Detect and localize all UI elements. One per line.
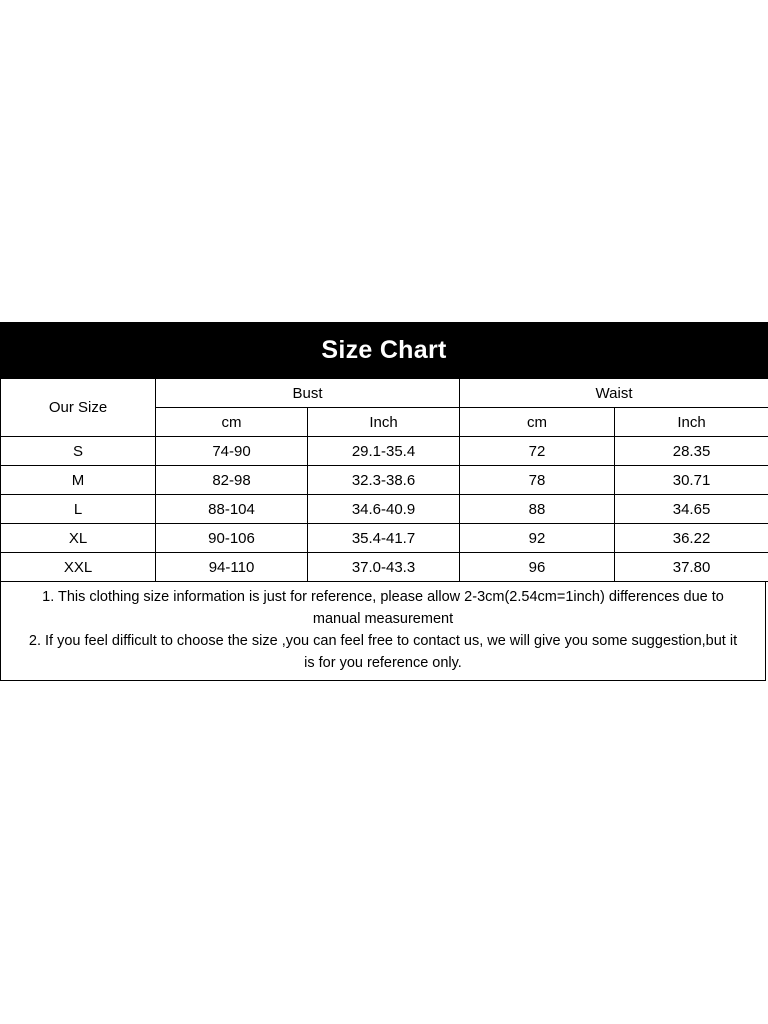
- header-bust-inch: Inch: [308, 408, 460, 437]
- cell-size: XL: [1, 524, 156, 553]
- cell-bust-inch: 37.0-43.3: [308, 553, 460, 582]
- header-waist-inch: Inch: [615, 408, 768, 437]
- table-row: [1, 524, 768, 553]
- cell-waist-cm: 72: [460, 437, 615, 466]
- table-row: [1, 553, 768, 582]
- note-line: manual measurement: [312, 611, 454, 627]
- size-chart: [0, 322, 768, 681]
- header-waist-cm: cm: [460, 408, 615, 437]
- table-row: [1, 466, 768, 495]
- header-bust: Bust: [156, 379, 460, 408]
- cell-waist-inch: 37.80: [615, 553, 768, 582]
- note-line: is for you reference only.: [304, 655, 462, 671]
- cell-waist-inch: 34.65: [615, 495, 768, 524]
- cell-size: XXL: [1, 553, 156, 582]
- cell-size: M: [1, 466, 156, 495]
- cell-bust-inch: 29.1-35.4: [308, 437, 460, 466]
- note-line: 1. This clothing size information is just for reference, please allow 2-3cm(2.54cm=1inch) differences due to: [42, 589, 724, 605]
- cell-waist-inch: 30.71: [615, 466, 768, 495]
- page-title: Size Chart: [0, 322, 768, 378]
- cell-bust-inch: 32.3-38.6: [308, 466, 460, 495]
- header-bust-cm: cm: [156, 408, 308, 437]
- cell-waist-cm: 78: [460, 466, 615, 495]
- cell-bust-inch: 35.4-41.7: [308, 524, 460, 553]
- table-row: [1, 495, 768, 524]
- note-line: 2. If you feel difficult to choose the size ,you can feel free to contact us, we will give you some suggestion,but it: [28, 633, 738, 649]
- cell-size: S: [1, 437, 156, 466]
- cell-waist-inch: 36.22: [615, 524, 768, 553]
- cell-waist-cm: 88: [460, 495, 615, 524]
- cell-waist-cm: 96: [460, 553, 615, 582]
- table-header-row: [1, 379, 768, 408]
- header-waist: Waist: [460, 379, 768, 408]
- cell-bust-cm: 74-90: [156, 437, 308, 466]
- header-our-size: Our Size: [1, 379, 156, 437]
- cell-bust-cm: 94-110: [156, 553, 308, 582]
- cell-bust-cm: 82-98: [156, 466, 308, 495]
- table-row: [1, 437, 768, 466]
- size-chart-notes: [0, 582, 766, 681]
- size-chart-table: [0, 378, 768, 582]
- cell-waist-inch: 28.35: [615, 437, 768, 466]
- cell-size: L: [1, 495, 156, 524]
- cell-waist-cm: 92: [460, 524, 615, 553]
- cell-bust-cm: 90-106: [156, 524, 308, 553]
- cell-bust-inch: 34.6-40.9: [308, 495, 460, 524]
- cell-bust-cm: 88-104: [156, 495, 308, 524]
